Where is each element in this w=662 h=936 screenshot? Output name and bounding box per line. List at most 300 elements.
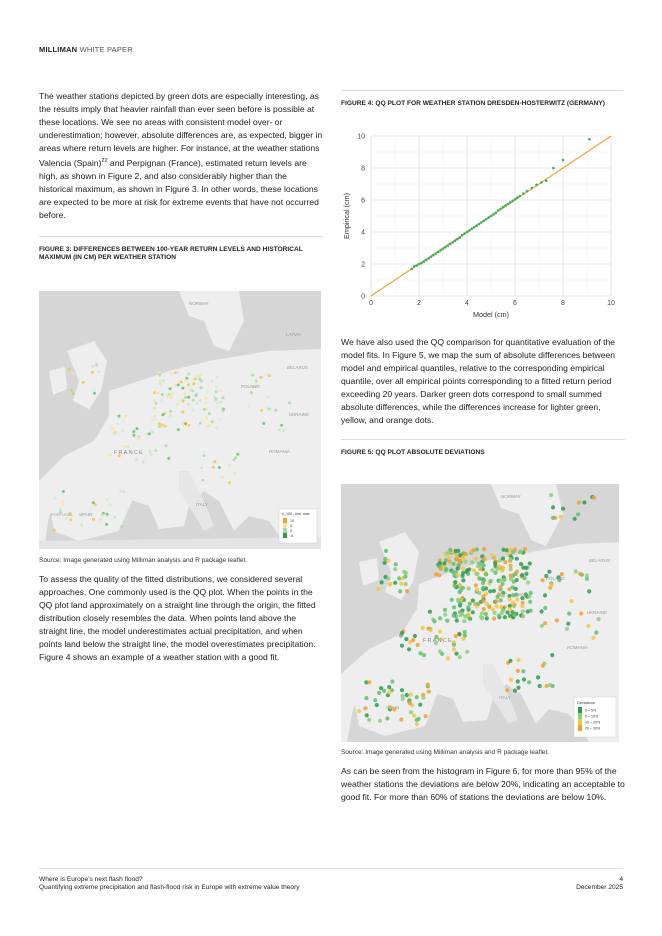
station-dot [70,389,73,392]
qq-point [425,259,428,262]
station-dot [162,392,165,395]
station-dot [400,688,404,692]
station-dot [211,380,214,383]
station-dot [285,427,288,430]
station-dot [582,500,586,504]
qq-point [485,218,488,221]
station-dot [515,557,519,561]
station-dot [541,664,545,668]
station-dot [528,600,532,604]
station-dot [442,561,446,565]
station-dot [427,690,431,694]
station-dot [54,497,57,500]
x-tick-label: 8 [561,300,565,307]
station-dot [148,450,151,453]
station-dot [521,614,525,618]
station-dot [520,604,524,608]
station-dot [260,376,263,379]
qq-point [411,268,414,271]
station-dot [482,578,486,582]
station-dot [82,381,85,384]
station-dot [101,513,104,516]
station-dot [404,582,408,586]
map-label-france: FRANCE [114,450,144,456]
map-label-latvia: LATVIA [286,332,302,337]
station-dot [453,584,457,588]
figure-4-caption: FIGURE 4: QQ PLOT FOR WEATHER STATION DRESDEN-HOSTERWITZ (GERMANY) [341,100,605,107]
station-dot [154,449,157,452]
station-dot [201,479,204,482]
station-dot [393,567,397,571]
station-dot [451,570,455,574]
station-dot [528,561,532,565]
header-kind: WHITE PAPER [79,45,133,54]
station-dot [158,422,161,425]
station-dot [251,374,254,377]
station-dot [220,425,223,428]
qq-point [480,221,483,224]
station-dot [452,605,456,609]
qq-point [423,260,426,263]
station-dot [357,709,361,713]
station-dot [594,631,598,635]
station-dot [106,498,109,501]
figure-5-source: Source: Image generated using Milliman analysis and R package leaflet. [341,749,550,756]
station-dot [484,612,488,616]
station-dot [547,570,551,574]
station-dot [282,412,285,415]
fig5-legend-title: Deviations [577,701,595,705]
station-dot [185,379,188,382]
qq-point [540,181,543,184]
station-dot [219,389,222,392]
station-dot [228,481,231,484]
y-tick-label: 4 [361,229,365,237]
station-dot [187,383,190,386]
station-dot [387,690,391,694]
station-dot [443,613,447,617]
station-dot [452,562,456,566]
station-dot [119,490,122,493]
station-dot [378,719,382,723]
station-dot [527,680,531,684]
station-dot [158,425,161,428]
fig3-legend-item: 5 [290,524,292,528]
station-dot [508,659,512,663]
station-dot [501,608,505,612]
divider [341,90,623,91]
station-dot [515,570,519,574]
station-dot [460,597,464,601]
qq-point [466,231,469,234]
qq-point [519,195,522,198]
station-dot [506,552,510,556]
station-dot [376,587,380,591]
station-dot [222,396,225,399]
qq-point [516,196,519,199]
station-dot [220,406,223,409]
station-dot [573,517,577,521]
station-dot [204,386,207,389]
station-dot [114,431,117,434]
station-dot [467,586,471,590]
map-label-italy: ITALY [499,695,511,700]
station-dot [592,496,596,500]
station-dot [566,622,570,626]
station-dot [151,431,154,434]
station-dot [192,382,195,385]
station-dot [509,678,513,682]
station-dot [132,434,135,437]
station-dot [170,396,173,399]
qq-point [463,232,466,235]
qq-point [511,200,514,203]
station-dot [153,407,156,410]
qq-point [526,190,529,193]
footnote-ref[interactable]: 22 [101,158,108,164]
station-dot [448,559,452,563]
station-dot [538,684,542,688]
station-dot [484,572,488,576]
station-dot [523,547,527,551]
qq-point [478,223,481,226]
station-dot [187,424,190,427]
x-tick-label: 6 [513,300,517,307]
station-dot [189,388,192,391]
station-dot [380,580,384,584]
station-dot [475,588,479,592]
station-dot [508,597,512,601]
station-dot [413,634,417,638]
station-dot [476,602,480,606]
station-dot [390,680,394,684]
station-dot [476,564,480,568]
station-dot [183,392,186,395]
qq-point [473,226,476,229]
station-dot [164,444,167,447]
station-dot [474,557,478,561]
station-dot [116,422,119,425]
page-footer [39,876,623,893]
figure-3-map[interactable] [39,291,321,549]
station-dot [176,403,179,406]
station-dot [181,387,184,390]
station-dot [454,549,458,553]
station-dot [155,402,158,405]
station-dot [280,424,283,427]
station-dot [495,604,499,608]
figure-5-map-svg [341,484,619,742]
right-column-mid [341,336,625,458]
qq-point [451,241,454,244]
station-dot [492,589,496,593]
station-dot [234,456,237,459]
qq-point [487,216,490,219]
station-dot [501,566,505,570]
station-dot [516,669,520,673]
qq-point [495,212,498,215]
station-dot [247,408,250,411]
station-dot [234,472,237,475]
station-dot [522,677,526,681]
station-dot [386,576,390,580]
station-dot [92,518,95,521]
station-dot [501,593,505,597]
right-column [341,90,623,109]
station-dot [215,390,218,393]
station-dot [235,475,238,478]
station-dot [218,466,221,469]
y-tick-label: 8 [361,165,365,173]
station-dot [191,409,194,412]
x-tick-label: 10 [607,300,615,307]
qq-point [531,187,534,190]
station-dot [429,628,433,632]
station-dot [150,453,153,456]
station-dot [524,572,528,576]
station-dot [203,405,206,408]
station-dot [519,550,523,554]
station-dot [479,615,483,619]
station-dot [548,683,552,687]
right-column-lower [341,749,625,804]
station-dot [498,578,502,582]
y-tick-label: 10 [357,133,365,141]
station-dot [446,656,450,660]
qq-point [492,213,495,216]
station-dot [485,616,489,620]
station-dot [579,611,583,615]
station-dot [488,589,492,593]
station-dot [464,552,468,556]
station-dot [400,644,404,648]
qq-point [427,257,430,260]
station-dot [385,716,389,720]
header-brand: MILLIMAN [39,45,78,54]
station-dot [135,440,138,443]
map-label-cesko: CESKO [511,592,527,597]
qq-point [552,167,555,170]
station-dot [461,567,465,571]
map-label-france: FRANCE [423,638,453,644]
station-dot [203,408,206,411]
station-dot [123,445,126,448]
station-dot [167,457,170,460]
station-dot [424,714,428,718]
station-dot [516,679,520,683]
station-dot [439,567,443,571]
station-dot [111,427,114,430]
station-dot [480,611,484,615]
station-dot [250,391,253,394]
station-dot [99,518,102,521]
station-dot [515,597,519,601]
station-dot [105,523,108,526]
station-dot [585,577,589,581]
station-dot [446,551,450,555]
station-dot [489,579,493,583]
station-dot [262,422,265,425]
qq-point [447,244,450,247]
qq-point [562,159,565,162]
station-dot [521,669,525,673]
station-dot [91,371,94,374]
y-axis-label: Empirical (cm) [342,193,351,239]
station-dot [403,575,407,579]
station-dot [182,423,185,426]
station-dot [452,614,456,618]
station-dot [411,638,415,642]
station-dot [570,599,574,603]
station-dot [194,377,197,380]
qq-plot-svg [341,126,623,326]
station-dot [61,500,64,503]
station-dot [166,454,169,457]
station-dot [182,399,185,402]
figure-5-map[interactable] [341,484,619,742]
station-dot [470,560,474,564]
station-dot [477,591,481,595]
left-column [39,90,323,263]
station-dot [204,397,207,400]
qq-point [454,240,457,243]
station-dot [62,490,65,493]
station-dot [443,608,447,612]
station-dot [399,582,403,586]
station-dot [367,680,371,684]
station-dot [161,413,164,416]
station-dot [460,612,464,616]
station-dot [508,557,512,561]
station-dot [364,696,368,700]
station-dot [177,383,180,386]
paragraph-qq-evaluation: We have also used the QQ comparison for quantitative evaluation of the model fits. In Figure 5, we map the sum of absolute differences between model and empirical quantiles, relative to the corresponding empirical quantile, over all empirical points corresponding to a fitted return period exceeding 20 years. Darker green dots correspond to small summed absolute differences, while the differences increase for lighter green, yellow, and orange dots. [341,337,616,425]
station-dot [363,706,367,710]
station-dot [160,398,163,401]
station-dot [288,401,291,404]
station-dot [156,392,159,395]
station-dot [162,379,165,382]
station-dot [274,409,277,412]
station-dot [438,616,442,620]
station-dot [75,523,78,526]
station-dot [472,568,476,572]
qq-point [415,264,418,267]
qq-point [420,262,423,265]
station-dot [405,589,409,593]
station-dot [405,693,409,697]
station-dot [132,430,135,433]
station-dot [213,396,216,399]
page-number: 4 [619,876,623,883]
station-dot [485,602,489,606]
station-dot [398,589,402,593]
qq-point [545,180,548,183]
station-dot [512,613,516,617]
para1-text-a: The weather stations depicted by green dots are especially interesting, as the results imply that heavier rainfall than ever seen before is possible at these locations. We see no areas with consistent model over- or underestimation; however, absolute differences are, as expected, bigger in areas where return levels are higher. For instance, at the weather stations Valencia (Spain) [39,91,323,168]
station-dot [448,548,452,552]
station-dot [200,466,203,469]
station-dot [384,549,388,553]
station-dot [121,430,124,433]
station-dot [561,507,565,511]
station-dot [543,621,547,625]
station-dot [195,393,198,396]
station-dot [266,396,269,399]
station-dot [408,701,412,705]
station-dot [540,578,544,582]
station-dot [490,568,494,572]
qq-point [490,215,493,218]
station-dot [454,652,458,656]
station-dot [184,396,187,399]
station-dot [482,547,486,551]
station-dot [505,610,509,614]
station-dot [461,578,465,582]
station-dot [503,615,507,619]
map-label-belarus: BELARUS [287,365,309,370]
qq-point [504,204,507,207]
station-dot [80,523,83,526]
station-dot [465,650,469,654]
station-dot [200,380,203,383]
station-dot [367,718,371,722]
station-dot [417,717,421,721]
station-dot [438,649,442,653]
station-dot [432,619,436,623]
station-dot [208,412,211,415]
station-dot [529,591,533,595]
divider [341,439,625,440]
station-dot [471,610,475,614]
station-dot [452,647,456,651]
station-dot [122,421,125,424]
qq-point [442,248,445,251]
station-dot [559,515,563,519]
station-dot [455,556,459,560]
station-dot [158,374,161,377]
station-dot [180,381,183,384]
station-dot [495,567,499,571]
qq-point [471,228,474,231]
station-dot [196,375,199,378]
station-dot [213,460,216,463]
station-dot [444,567,448,571]
paragraph-weather-stations [39,90,323,222]
station-dot [145,433,148,436]
qq-point [475,224,478,227]
station-dot [399,717,403,721]
station-dot [445,619,449,623]
fig3-legend-item: 0 [290,529,292,533]
station-dot [458,632,462,636]
station-dot [502,578,506,582]
station-dot [455,619,459,623]
fig5-legend-item: 20 – 30% [585,726,601,731]
map-label-spain: SPAIN [79,512,93,517]
station-dot [586,624,590,628]
figure-3-legend [279,509,317,543]
qq-point [497,209,500,212]
station-dot [228,464,231,467]
station-dot [164,425,167,428]
station-dot [187,373,190,376]
station-dot [70,499,73,502]
station-dot [587,589,591,593]
station-dot [222,409,225,412]
station-dot [526,580,530,584]
station-dot [204,390,207,393]
